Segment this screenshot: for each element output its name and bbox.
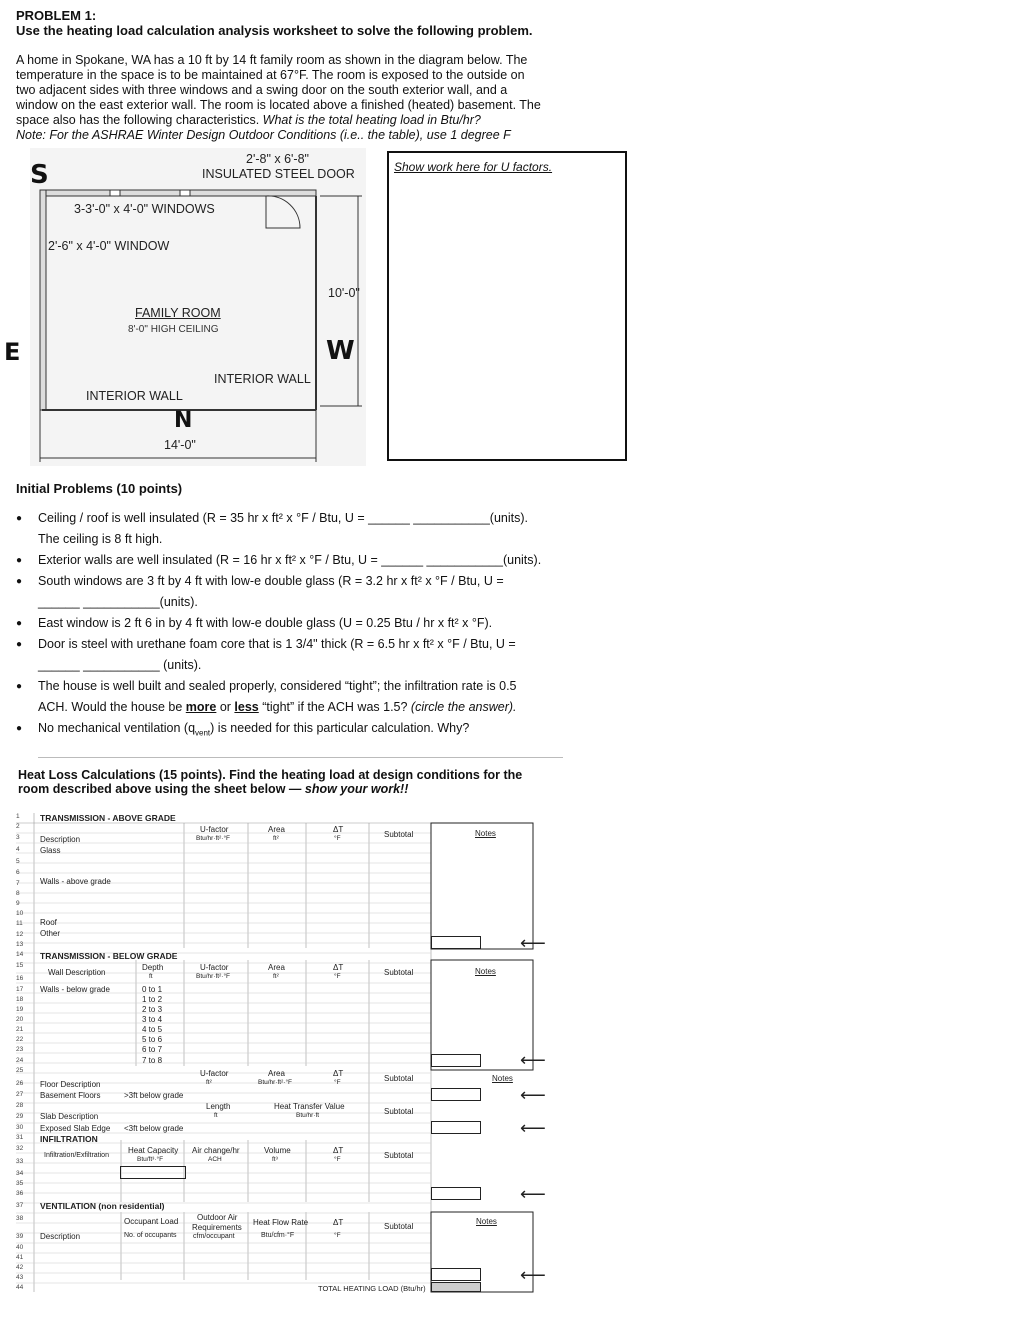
col-notes-2: Notes [475,967,496,976]
arrow-left-icon: ⟵ [520,1085,546,1105]
subtotal-infil-box[interactable] [431,1187,481,1200]
bullet-ceiling: Ceiling / roof is well insulated (R = 35 hr x ft² x °F / Btu, U = ______ ___________(units). [38,511,528,525]
row-number: 16 [16,975,24,982]
bullet-door-cont: ______ ___________ (units). [38,658,202,672]
col-htv-units: Btu/hr·ft [296,1112,320,1119]
col-htv: Heat Transfer Value [274,1102,345,1111]
row-number: 5 [16,858,20,865]
row-number: 22 [16,1036,24,1043]
problem-title: PROBLEM 1: [16,8,97,23]
col-dt-units-2: °F [334,973,341,980]
subtotal-vent-box[interactable] [431,1268,481,1281]
less-option[interactable]: less [234,700,259,714]
heat-capacity-input[interactable] [120,1166,186,1179]
row-number: 3 [16,834,20,841]
arrow-left-icon: ⟵ [520,1265,546,1285]
row-number: 43 [16,1274,24,1281]
col-u-units-2: Btu/hr·ft²·°F [196,973,231,980]
row-number: 42 [16,1264,24,1271]
row-slab-description: Slab Description [40,1112,99,1121]
compass-west: W [326,336,355,366]
row-number: 12 [16,931,24,938]
initial-problems-heading: Initial Problems (10 points) [16,481,183,496]
col-depth-units: ft [149,973,153,980]
divider [38,757,563,758]
compass-east: E [4,338,21,366]
depth-range: 3 to 4 [142,1015,163,1024]
heating-load-worksheet [16,810,546,1294]
row-glass: Glass [40,846,61,855]
row-number: 8 [16,890,20,897]
total-heating-load-box[interactable] [431,1282,481,1292]
paragraph-text: space also has the following characteristics. [16,113,263,127]
paragraph-line: A home in Spokane, WA has a 10 ft by 14 ft family room as shown in the diagram below. The [16,53,528,67]
col-subtotal-2: Subtotal [384,968,414,977]
bullet-south-windows-cont: ______ ___________(units). [38,595,198,609]
work-box-label: Show work here for U factors. [394,160,553,174]
door-label: INSULATED STEEL DOOR [202,167,355,181]
col-occupants-units: No. of occupants [124,1232,177,1239]
row-walls-below: Walls - below grade [40,985,110,994]
row-number: 15 [16,962,24,969]
col-area-floor-units: Btu/hr·ft²·°F [258,1079,293,1086]
row-number: 18 [16,996,24,1003]
subtotal-below-box[interactable] [431,1054,481,1067]
problem-paragraph [16,53,586,143]
depth-range: 2 to 3 [142,1005,163,1014]
depth-range: 4 to 5 [142,1025,163,1034]
row-number: 25 [16,1067,24,1074]
row-number: 4 [16,846,20,853]
row-number: 10 [16,910,24,917]
row-number: 27 [16,1091,24,1098]
row-number: 20 [16,1016,24,1023]
row-number: 44 [16,1284,24,1291]
col-oa-req-2: Requirements [192,1223,242,1232]
or-text: or [216,700,235,714]
bullet-walls: Exterior walls are well insulated (R = 16 hr x ft² x °F / Btu, U = ______ ___________(units). [38,553,542,567]
col-dt-units: °F [334,835,341,842]
row-number: 28 [16,1102,24,1109]
row-number: 37 [16,1202,24,1209]
col-dt: ΔT [333,825,344,834]
south-windows-label: 3-3'-0" x 4'-0" WINDOWS [74,202,215,216]
east-window-label: 2'-6" x 4'-0" WINDOW [48,239,170,253]
heatloss-emphasis: show your work!! [304,782,409,796]
col-notes: Notes [475,829,496,838]
problem-instruction: Use the heating load calculation analysis worksheet to solve the following problem. [16,23,533,38]
row-number: 39 [16,1233,24,1240]
col-heat-flow-rate: Heat Flow Rate [253,1218,309,1227]
vent-text-b: ) is needed for this particular calculation. Why? [210,721,470,735]
bullet-door: Door is steel with urethane foam core that is 1 3/4" thick (R = 6.5 hr x ft² x °F / Btu, U = [38,637,516,651]
depth-range: 1 to 2 [142,995,163,1004]
row-number: 23 [16,1046,24,1053]
col-subtotal-slab: Subtotal [384,1107,414,1116]
col-oa-req-1: Outdoor Air [197,1213,238,1222]
ach-text-b: “tight” if the ACH was 1.5? [258,700,411,714]
dim-10-label: 10'-0" [328,286,360,300]
row-basement-floors: Basement Floors [40,1091,101,1100]
row-roof: Roof [40,918,57,927]
row-number: 26 [16,1080,24,1087]
row-number: 32 [16,1145,24,1152]
row-number: 1 [16,813,20,820]
arrow-left-icon: ⟵ [520,1050,546,1070]
row-walls-above: Walls - above grade [40,877,111,886]
paragraph-line: two adjacent sides with three windows and a swing door on the south exterior wall, and a [16,83,508,97]
col-u-units: Btu/hr·ft²·°F [196,835,231,842]
col-dt-infil: ΔT [333,1146,344,1155]
interior-wall-right-label: INTERIOR WALL [214,372,311,386]
basement-depth: >3ft below grade [124,1091,184,1100]
row-other: Other [40,929,61,938]
arrow-left-icon: ⟵ [520,1184,546,1204]
row-number: 36 [16,1190,24,1197]
question-text: What is the total heating load in Btu/hr? [262,113,481,127]
paragraph-line [16,113,586,128]
col-occupant-load: Occupant Load [124,1217,179,1226]
col-volume: Volume [264,1146,291,1155]
col-u-floor-units: ft² [206,1079,212,1086]
col-subtotal: Subtotal [384,830,414,839]
col-subtotal-vent: Subtotal [384,1222,414,1231]
vent-text-a: No mechanical ventilation (q [38,721,196,735]
arrow-left-icon: ⟵ [520,1118,546,1138]
col-area: Area [268,825,285,834]
subtotal-above-box[interactable] [431,936,481,949]
row-number: 11 [16,920,23,927]
col-area-2: Area [268,963,285,972]
section-trans-below: TRANSMISSION - BELOW GRADE [40,951,178,961]
interior-wall-bottom-label: INTERIOR WALL [86,389,183,403]
col-length: Length [206,1102,231,1111]
bullet-ach-question [38,697,517,718]
col-dt-vent: ΔT [333,1218,344,1227]
row-number: 14 [16,951,24,958]
col-area-units: ft² [273,835,279,842]
row-number: 7 [16,880,20,887]
total-heating-load-label: TOTAL HEATING LOAD (Btu/hr) [318,1284,426,1293]
ach-text: ACH. Would the house be [38,700,186,714]
col-subtotal-infil: Subtotal [384,1151,414,1160]
col-area-units-2: ft² [273,973,279,980]
more-option[interactable]: more [185,700,217,714]
door-size: 2'-8" x 6'-8" [246,152,309,166]
col-hc-units: Btu/ft³·°F [137,1156,164,1163]
paragraph-line: window on the east exterior wall. The room is located above a finished (heated) basement. The [16,98,541,112]
vent-subscript: vent [195,728,211,738]
depth-range: 7 to 8 [142,1056,163,1065]
ceiling-label: 8'-0" HIGH CEILING [128,324,219,335]
section-infiltration: INFILTRATION [40,1134,98,1144]
heatloss-heading-line: Heat Loss Calculations (15 points). Find the heating load at design conditions for the [18,768,523,782]
row-number: 2 [16,823,20,830]
row-description-vent: Description [40,1232,81,1241]
col-oa-units: cfm/occupant [193,1233,235,1240]
col-area-floor: Area [268,1069,285,1078]
heatloss-heading-line: room described above using the sheet below — [18,782,305,796]
col-hfr-units: Btu/cfm·°F [261,1232,295,1239]
col-dt-floor-units: °F [334,1079,341,1086]
row-number: 35 [16,1180,24,1187]
col-u-factor-2: U-factor [200,963,229,972]
paragraph-line: temperature in the space is to be maintained at 67°F. The room is exposed to the outside on [16,68,525,82]
initial-problems-list: ● Ceiling / roof is well insulated (R = 35 hr x ft² x °F / Btu, U = ______ ___________(units). The ceiling is 8 ft high. ● Exterior walls are well insulated (R = 16 hr x ft² x °F / Btu, U = ______ ___________(units). ● South windows are 3 ft by 4 ft with low-e double glass (R = 3.2 hr x ft² x °F / Btu, U = ______ ___________(units). ● East window is 2 ft 6 in by 4 ft with low-e double glass (U = 0.25 Btu / hr x ft² x °F). ● Door is steel with urethane foam core that is 1 3/4" thick (R = 6.5 hr x ft² x °F / Btu, U = ______ ___________ (units). ● The house is well built and sealed properly, considered “tight”; the infiltration rate is 0.5 ACH. Would the house be more or less “tight” if the ACH was 1.5? (circle the answer). ● No mechanical ventilation $(q_{vent})$ is needed for this particular calculation. Why? [0,508,600,739]
row-number: 24 [16,1057,24,1064]
compass-south: S [30,160,49,190]
heatloss-heading [18,768,522,796]
row-number: 19 [16,1006,24,1013]
bullet-infiltration: The house is well built and sealed properly, considered “tight”; the infiltration rate is 0.5 [38,679,517,693]
row-number: 38 [16,1215,24,1222]
row-number: 34 [16,1170,24,1177]
col-notes-vent: Notes [476,1217,497,1226]
row-floor-description: Floor Description [40,1080,101,1089]
row-number: 21 [16,1026,24,1033]
slab-depth: <3ft below grade [124,1124,184,1133]
col-ach: ACH [208,1156,222,1163]
row-number: 6 [16,869,20,876]
bullet-south-windows: South windows are 3 ft by 4 ft with low-e double glass (R = 3.2 hr x ft² x °F / Btu, U = [38,574,504,588]
row-number: 9 [16,900,20,907]
row-number: 40 [16,1244,24,1251]
col-u-factor: U-factor [200,825,229,834]
room-label: FAMILY ROOM [135,306,221,320]
row-number: 31 [16,1134,24,1141]
col-dt-vent-units: °F [334,1232,341,1239]
col-wall-description: Wall Description [48,968,106,977]
col-air-change: Air change/hr [192,1146,240,1155]
subtotal-slab-box[interactable] [431,1121,481,1134]
col-dt-floor: ΔT [333,1069,344,1078]
row-number: 33 [16,1158,24,1165]
row-number: 17 [16,986,24,993]
subtotal-floor-box[interactable] [431,1088,481,1101]
row-number: 30 [16,1124,24,1131]
col-description: Description [40,835,81,844]
arrow-left-icon: ⟵ [520,933,546,953]
bullet-east-window: East window is 2 ft 6 in by 4 ft with low-e double glass (U = 0.25 Btu / hr x ft² x °F). [38,616,493,630]
depth-range: 6 to 7 [142,1045,163,1054]
u-factor-work-box[interactable] [387,151,627,461]
col-notes-floor: Notes [492,1074,513,1083]
row-exposed-slab: Exposed Slab Edge [40,1124,111,1133]
col-length-units: ft [214,1112,218,1119]
col-volume-units: ft³ [272,1156,278,1163]
section-ventilation: VENTILATION (non residential) [40,1201,165,1211]
row-infil-ex: Infiltration/Exfiltration [44,1152,109,1159]
col-dt-infil-units: °F [334,1156,341,1163]
depth-range: 0 to 1 [142,985,163,994]
dim-14-label: 14'-0" [164,438,196,452]
col-depth: Depth [142,963,164,972]
note-text: Note: For the ASHRAE Winter Design Outdoor Conditions (i.e.. the table), use 1 degree F [16,128,511,142]
col-subtotal-floor: Subtotal [384,1074,414,1083]
bullet-ventilation [38,718,469,744]
col-u-factor-floor: U-factor [200,1069,229,1078]
row-number: 29 [16,1113,24,1120]
section-trans-above: TRANSMISSION - ABOVE GRADE [40,813,176,823]
row-number: 13 [16,941,24,948]
bullet-ceiling-cont: The ceiling is 8 ft high. [38,532,163,546]
compass-north: N [174,408,193,433]
circle-hint: (circle the answer). [410,700,517,714]
depth-range: 5 to 6 [142,1035,163,1044]
floor-plan-diagram [30,148,366,466]
col-heat-capacity: Heat Capacity [128,1146,179,1155]
row-number: 41 [16,1254,24,1261]
col-dt-2: ΔT [333,963,344,972]
